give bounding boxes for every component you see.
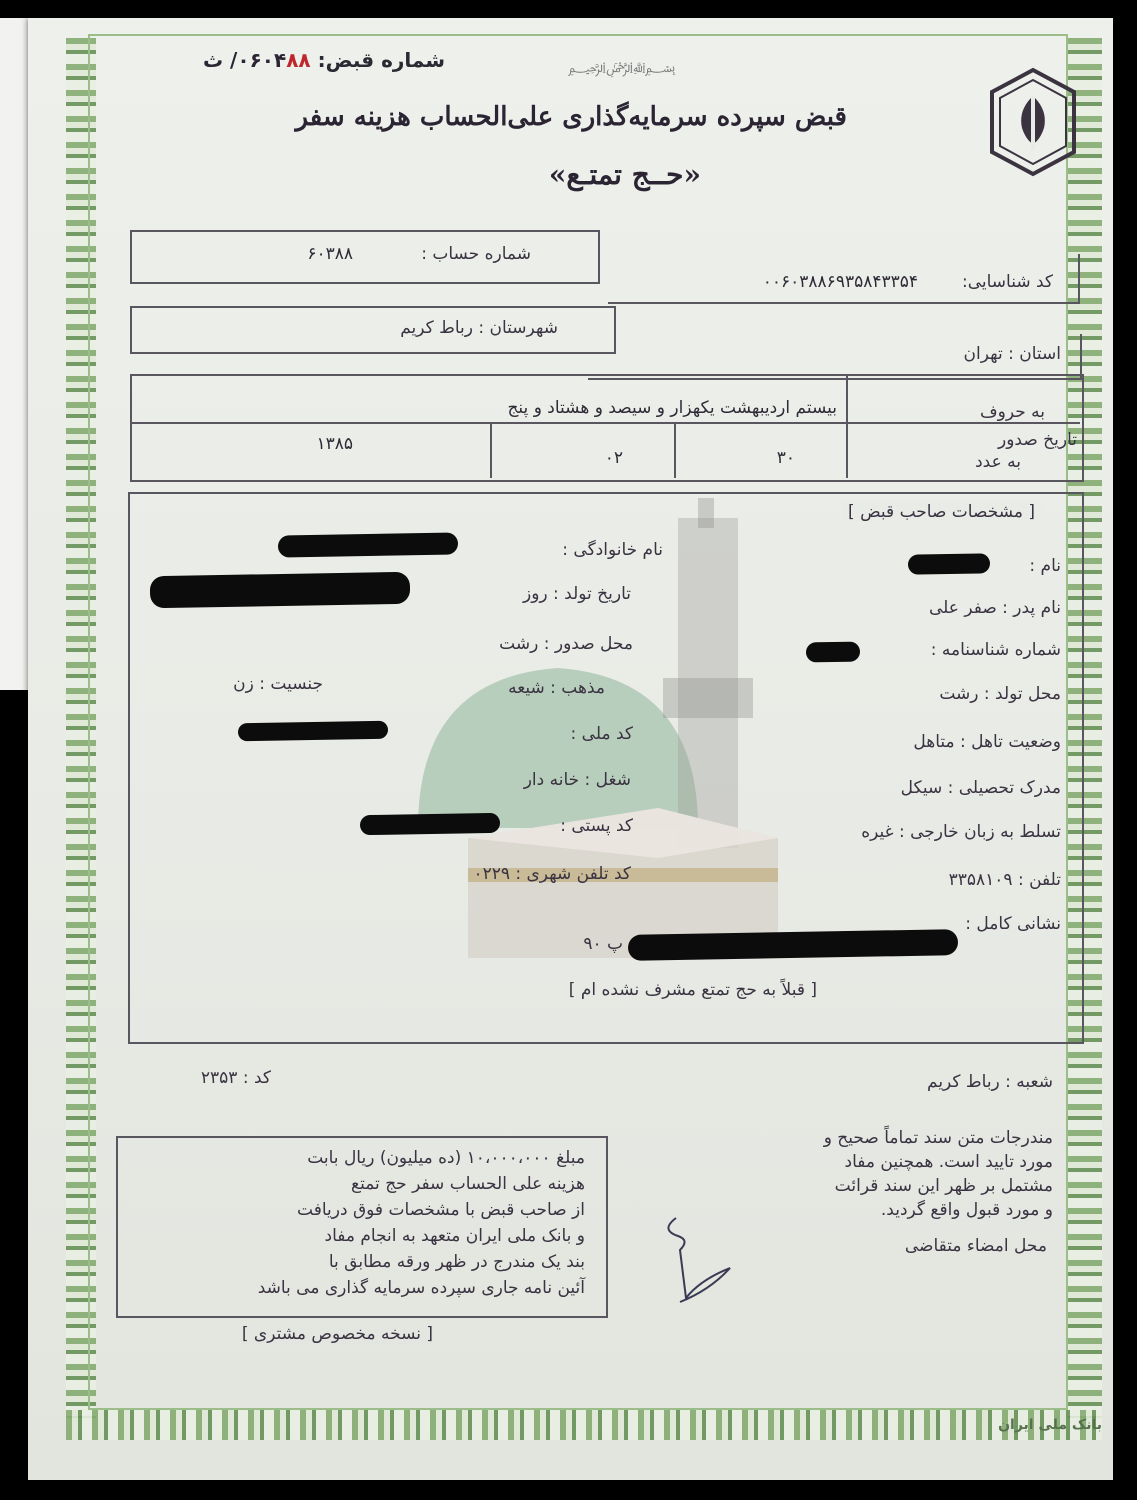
education: مدرک تحصیلی : سیکل <box>900 778 1061 798</box>
receipt-paper <box>28 18 1113 1480</box>
issue-date-divider <box>130 422 1080 424</box>
branch-code: کد : ۲۳۵۳ <box>200 1068 271 1088</box>
confirmation-line-3: مشتمل بر ظهر این سند قرائت <box>834 1176 1053 1196</box>
account-number-value: ۶۰۳۸۸ <box>307 244 353 264</box>
issue-date-day: ۳۰ <box>776 448 795 468</box>
issue-place: محل صدور : رشت <box>499 634 633 654</box>
left-edge-shade <box>0 18 28 690</box>
receipt-number-label: شماره قبض: <box>317 48 445 72</box>
signature-scribble <box>640 1210 750 1310</box>
receipt-title: قبض سپرده سرمایه‌گذاری علی‌الحساب هزینه سفر <box>295 102 847 132</box>
family-name-label: نام خانوادگی : <box>562 540 663 560</box>
address-value: پ ۹۰ <box>583 934 623 954</box>
city-phone-code: کد تلفن شهری : ۰۲۲۹ <box>473 864 631 884</box>
marital-status: وضعیت تاهل : متاهل <box>913 732 1061 752</box>
redacted-postal-code <box>360 813 500 835</box>
foreign-language: تسلط به زبان خارجی : غیره <box>861 822 1061 842</box>
father-name: نام پدر : صفر علی <box>929 598 1061 618</box>
signature-label: محل امضاء متقاضی <box>904 1236 1047 1256</box>
issue-date-in-words-label: به حروف <box>980 402 1045 422</box>
issue-date-in-words: بیستم اردیبهشت یکهزار و سیصد و هشتاد و پنج <box>507 398 837 418</box>
amount-line-2: هزینه علی الحساب سفر حج تمتع <box>351 1174 585 1194</box>
amount-line-6: آئین نامه جاری سپرده سرمایه گذاری می باشد <box>257 1278 585 1298</box>
gender: جنسیت : زن <box>233 674 323 694</box>
amount-line-3: از صاحب قبض با مشخصات فوق دریافت <box>297 1200 585 1220</box>
birth-date-label: تاریخ تولد : روز <box>522 584 631 604</box>
id-code-label: کد شناسایی: <box>961 272 1053 292</box>
amount-line-5: بند یک مندرج در ظهر ورقه مطابق با <box>328 1252 585 1272</box>
col-divider-2 <box>674 422 676 478</box>
id-number-label: شماره شناسنامه : <box>930 640 1061 660</box>
account-number-label: شماره حساب : <box>421 244 531 264</box>
postal-code-label: کد پستی : <box>560 816 633 836</box>
id-code-value: ۰۰۶۰۳۸۸۶۹۳۵۸۴۳۳۵۴ <box>762 272 918 292</box>
confirmation-line-4: و مورد قبول واقع گردید. <box>880 1200 1053 1220</box>
issue-date-year: ۱۳۸۵ <box>316 434 353 454</box>
receipt-subtitle: «حــج تمتـع» <box>548 158 701 191</box>
address-label: نشانی کامل : <box>965 914 1061 934</box>
col-divider-1 <box>490 422 492 478</box>
confirmation-line-2: مورد تایید است. همچنین مفاد <box>844 1152 1053 1172</box>
issue-date-month: ۰۲ <box>604 448 623 468</box>
first-name-label: نام : <box>1029 556 1061 576</box>
amount-line-1: مبلغ ۱۰،۰۰۰،۰۰۰ (ده میلیون) ریال بابت <box>307 1148 585 1168</box>
job: شغل : خانه دار <box>523 770 631 790</box>
bottom-pattern-border: بانک ملی ایران <box>66 1410 1102 1440</box>
redacted-first-name <box>908 553 990 574</box>
label-col-divider <box>846 374 848 478</box>
hajj-note: [ قبلاً به حج تمتع مشرف نشده ام ] <box>568 980 817 1000</box>
phone: تلفن : ۳۳۵۸۱۰۹ <box>948 870 1061 890</box>
receipt-number-value: ۰۶۰۴۸۸/ ث <box>202 48 311 72</box>
receipt-number-red-digits: ۸۸ <box>286 48 311 72</box>
redacted-national-code <box>238 721 388 742</box>
branch-name: شعبه : رباط کریم <box>927 1072 1053 1092</box>
amount-line-4: و بانک ملی ایران متعهد به انجام مفاد <box>324 1226 585 1246</box>
religion: مذهب : شیعه <box>508 678 605 698</box>
confirmation-line-1: مندرجات متن سند تماماً صحیح و <box>823 1128 1053 1148</box>
national-code-label: کد ملی : <box>570 724 633 744</box>
redacted-id-number <box>806 642 860 663</box>
bank-melli-emblem-icon <box>986 66 1080 178</box>
owner-section-title: [ مشخصات صاحب قبض ] <box>842 502 1041 522</box>
customer-copy-note: [ نسخه مخصوص مشتری ] <box>241 1324 433 1344</box>
birth-place: محل تولد : رشت <box>939 684 1061 704</box>
issue-date-label: تاریخ صدور <box>997 430 1077 450</box>
redacted-birth-date <box>150 572 411 609</box>
county: شهرستان : رباط کریم <box>400 318 558 338</box>
receipt-number <box>203 48 445 72</box>
province: استان : تهران <box>963 344 1061 364</box>
blessing-calligraphy: ﷽ <box>568 60 676 76</box>
issue-date-in-digits-label: به عدد <box>975 452 1021 472</box>
redacted-family-name <box>278 532 458 557</box>
